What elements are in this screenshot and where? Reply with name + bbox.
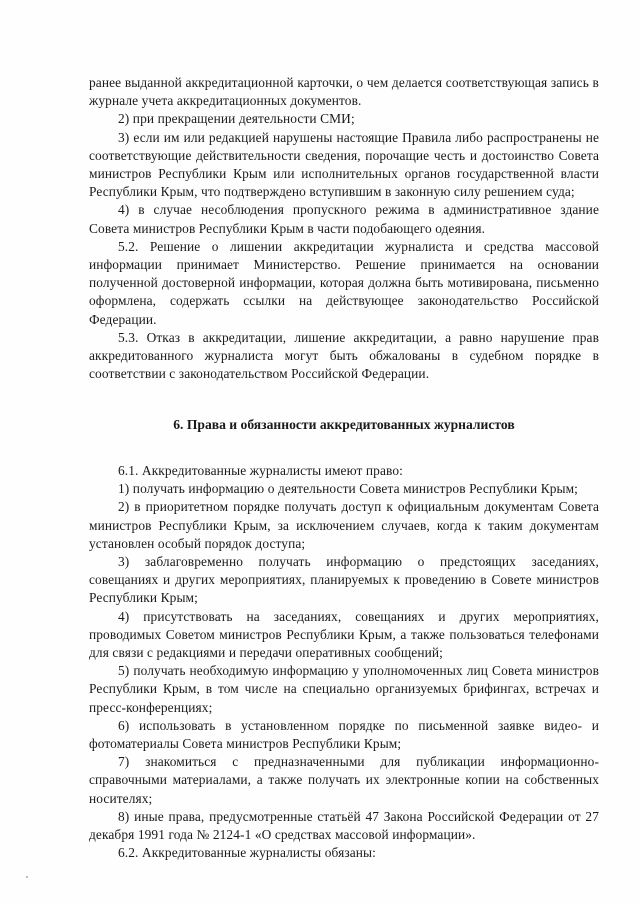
- section-6-heading: 6. Права и обязанности аккредитованных журналистов: [173, 417, 515, 432]
- scan-speck: [26, 876, 28, 878]
- section-5-continuation: [89, 74, 599, 383]
- paragraph: 3) заблаговременно получать информацию о предстоящих заседаниях, совещаниях и других мероприятиях, планируемых к проведению в Совете министров Республики Крым;: [89, 554, 599, 606]
- paragraph: 6.2. Аккредитованные журналисты обязаны:: [118, 845, 376, 861]
- paragraph: 4) в случае несоблюдения пропускного режима в административное здание Совета министров Республики Крым в части подобающего одеяния.: [89, 202, 599, 236]
- paragraph: 8) иные права, предусмотренные статьёй 47 Закона Российской Федерации от 27 декабря 1991 года № 2124-1 «О средствах массовой информации».: [89, 808, 599, 843]
- paragraph: 2) в приоритетном порядке получать доступ к официальным документам Совета министров Республики Крым, за исключением случаев, когда к таким документам установлен особый порядок доступа;: [89, 499, 599, 551]
- paragraph: 4) присутствовать на заседаниях, совещаниях и других мероприятиях, проводимых Советом министров Республики Крым, а также пользоваться телефонами для связи с редакциями и передачи оперативных сообщений;: [89, 608, 599, 661]
- paragraph: 7) знакомиться с предназначенными для публикации информационно-справочными материалами, а также получать их электронные копии на собственных носителях;: [89, 754, 599, 806]
- paragraph: ранее выданной аккредитационной карточки, о чем делается соответствующая запись в журнале учета аккредитационных документов.: [89, 75, 599, 109]
- paragraph: 3) если им или редакцией нарушены настоящие Правила либо распространены не соответствующие действительности сведения, порочащие честь и достоинство Совета министров Республики Крым или исполнительных органов государственной власти Республики Крым, что подтверждено вступившим в законную силу решением суда;: [89, 129, 599, 200]
- paragraph: 6.1. Аккредитованные журналисты имеют право:: [118, 463, 403, 478]
- paragraph: 6) использовать в установленном порядке по письменной заявке видео- и фотоматериалы Совета министров Республики Крым;: [89, 717, 599, 752]
- paragraph: 5.2. Решение о лишении аккредитации журналиста и средства массовой информации принимает Министерство. Решение принимается на основании полученной достоверной информации, которая должна быть мотивирована, письменно оформлена, содержать ссылки на действующее законодательство Российской Федерации.: [89, 238, 599, 327]
- paragraph: 5.3. Отказ в аккредитации, лишение аккредитации, а равно нарушение прав аккредитованного журналиста могут быть обжалованы в судебном порядке в соответствии с законодательством Российской Федерации.: [89, 329, 599, 382]
- paragraph: 2) при прекращении деятельности СМИ;: [118, 111, 355, 127]
- paragraph: 1) получать информацию о деятельности Совета министров Республики Крым;: [118, 481, 579, 497]
- section-6-body: [89, 462, 599, 862]
- paragraph: 5) получать необходимую информацию у уполномоченных лиц Совета министров Республики Крым, в том числе на специально организуемых брифингах, встречах и пресс-конференциях;: [89, 663, 599, 715]
